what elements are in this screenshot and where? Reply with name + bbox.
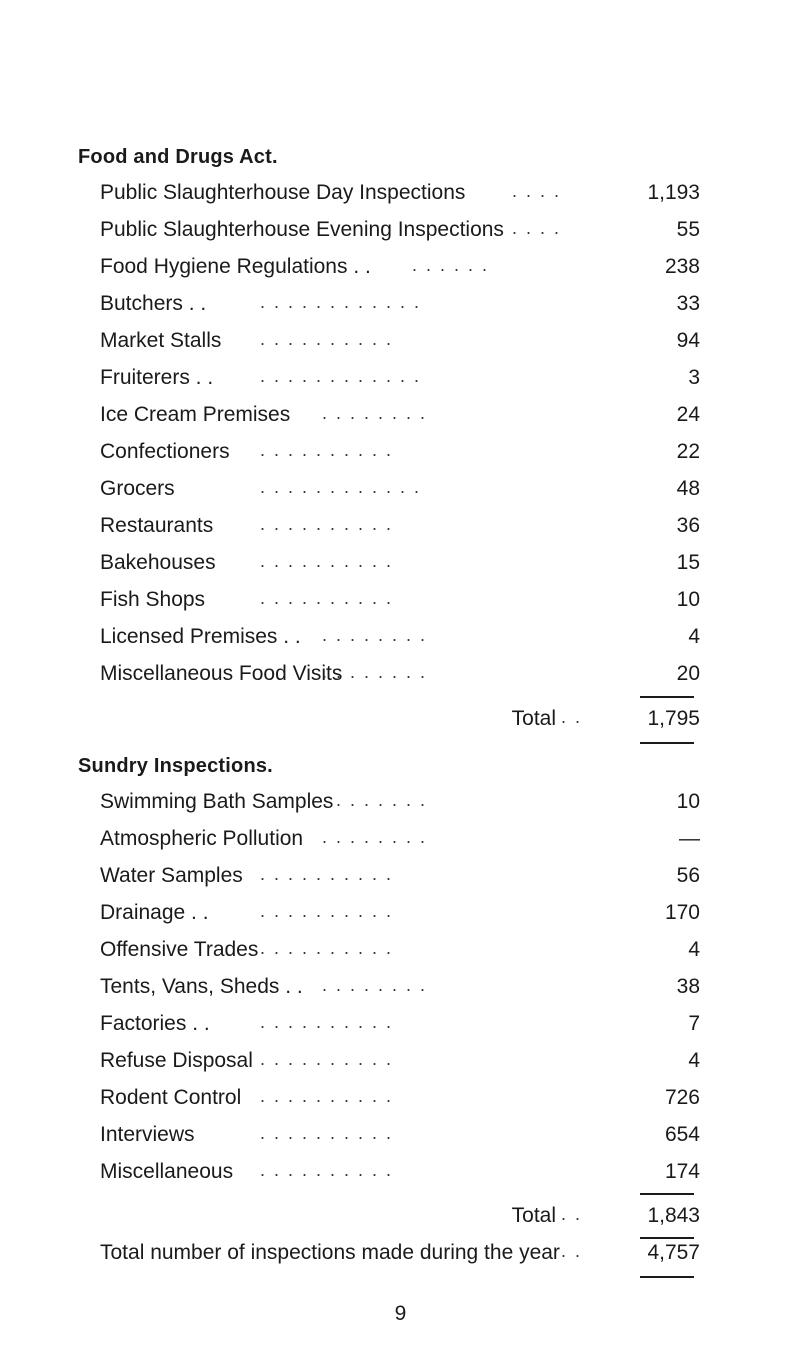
row-value: 20 [676,662,700,685]
total-label: Total [511,707,556,730]
table-row [100,477,700,507]
row-label: Offensive Trades [100,938,259,961]
leader-dots: . . . . . . . . . . [260,864,394,884]
leader-dots: . . [561,1204,583,1224]
row-label: Miscellaneous [100,1160,234,1183]
row-label: Food Hygiene Regulations . . [100,255,371,278]
row-label: Refuse Disposal [100,1049,253,1072]
leader-dots: . . . . . . . . . . [260,514,394,534]
table-row [100,1049,700,1079]
leader-dots: . . . . . . . . . . . . [260,477,422,497]
table-row [100,938,700,968]
row-label: Water Samples [100,864,243,887]
leader-dots: . . . . . . . . . . [260,1086,394,1106]
leader-dots: . . . . . . . . [322,827,428,847]
table-row [100,329,700,359]
row-label: Fruiterers . . [100,366,214,389]
row-value: 1,193 [647,181,700,204]
leader-dots: . . . . [512,181,562,201]
row-label: Licensed Premises . . [100,625,301,648]
row-value: 24 [676,403,700,426]
row-value: 4 [688,625,700,648]
total-value: 1,795 [647,707,700,730]
row-value: 94 [676,329,700,352]
leader-dots: . . . . . . . . . . [260,1049,394,1069]
row-label: Atmospheric Pollution [100,827,304,850]
row-label: Grocers [100,477,175,500]
row-value: 48 [676,477,700,500]
table-row [100,1086,700,1116]
row-value: 36 [676,514,700,537]
row-value: 170 [664,901,700,924]
table-row [100,440,700,470]
total-rule-mid [640,1237,694,1239]
table-row [100,255,700,285]
row-value: 4 [688,938,700,961]
row-value: 56 [676,864,700,887]
leader-dots: . . . . . . . . . . . . [260,366,422,386]
leader-dots: . . . . . . . . . . [260,329,394,349]
row-value: 33 [676,292,700,315]
table-row [100,514,700,544]
leader-dots: . . . . . . . . [322,975,428,995]
section-heading-food-and-drugs: Food and Drugs Act. [78,146,278,168]
grand-total-label: Total number of inspections made during the year [100,1241,560,1264]
leader-dots: . . . . . . . . [322,790,428,810]
row-value: 4 [688,1049,700,1072]
leader-dots: . . . . . . . . . . [260,440,394,460]
total-label: Total [511,1204,556,1227]
grand-total-row [100,1241,700,1271]
total-rule-bottom [640,742,694,744]
row-label: Market Stalls [100,329,222,352]
leader-dots: . . . . . . . . . . [260,1160,394,1180]
leader-dots: . . [561,1241,583,1261]
row-label: Public Slaughterhouse Day Inspections [100,181,466,204]
row-value: 22 [676,440,700,463]
table-row [100,1123,700,1153]
table-row [100,1160,700,1190]
table-row [100,366,700,396]
row-value: 10 [676,790,700,813]
row-value: 238 [664,255,700,278]
table-row [100,790,700,820]
row-label: Restaurants [100,514,214,537]
row-value: 174 [664,1160,700,1183]
row-label: Ice Cream Premises [100,403,291,426]
table-row [100,403,700,433]
section-heading-sundry-inspections: Sundry Inspections. [78,755,273,777]
table-row [100,588,700,618]
row-value: 15 [676,551,700,574]
row-value: 3 [688,366,700,389]
grand-total-value: 4,757 [647,1241,700,1264]
table-row [100,864,700,894]
table-row [100,218,700,248]
row-value: 654 [664,1123,700,1146]
table-row [100,901,700,931]
leader-dots: . . . . . . . . [322,625,428,645]
row-label: Public Slaughterhouse Evening Inspections [100,218,504,241]
row-label: Fish Shops [100,588,206,611]
row-label: Bakehouses [100,551,216,574]
total-row [100,707,700,737]
total-rule-top [640,1193,694,1195]
row-label: Drainage . . [100,901,209,924]
row-value: 7 [688,1012,700,1035]
row-value: — [679,827,700,850]
leader-dots: . . . . . . . . . . [260,901,394,921]
leader-dots: . . . . [512,218,562,238]
leader-dots: . . . . . . . . [322,662,428,682]
leader-dots: . . . . . . . . . . . . [260,292,422,312]
row-label: Confectioners [100,440,230,463]
row-label: Rodent Control [100,1086,242,1109]
total-row [100,1204,700,1234]
total-value: 1,843 [647,1204,700,1227]
table-row [100,662,700,692]
row-value: 38 [676,975,700,998]
page-number: 9 [394,1302,407,1325]
leader-dots: . . . . . . . . . . [260,938,394,958]
table-row [100,1012,700,1042]
row-value: 10 [676,588,700,611]
row-value: 726 [664,1086,700,1109]
grand-total-rule [640,1276,694,1278]
row-label: Miscellaneous Food Visits [100,662,343,685]
leader-dots: . . . . . . . . . . [260,551,394,571]
leader-dots: . . . . . . . . . . [260,1012,394,1032]
total-rule-top [640,696,694,698]
row-label: Interviews [100,1123,195,1146]
row-value: 55 [676,218,700,241]
row-label: Tents, Vans, Sheds . . [100,975,303,998]
table-row [100,181,700,211]
table-row [100,551,700,581]
leader-dots: . . [561,707,583,727]
table-row [100,292,700,322]
table-row [100,625,700,655]
leader-dots: . . . . . . . . . . [260,1123,394,1143]
row-label: Swimming Bath Samples [100,790,334,813]
leader-dots: . . . . . . . . . . [260,588,394,608]
table-row [100,827,700,857]
leader-dots: . . . . . . [412,255,490,275]
table-row [100,975,700,1005]
leader-dots: . . . . . . . . [322,403,428,423]
row-label: Factories . . [100,1012,210,1035]
row-label: Butchers . . [100,292,207,315]
